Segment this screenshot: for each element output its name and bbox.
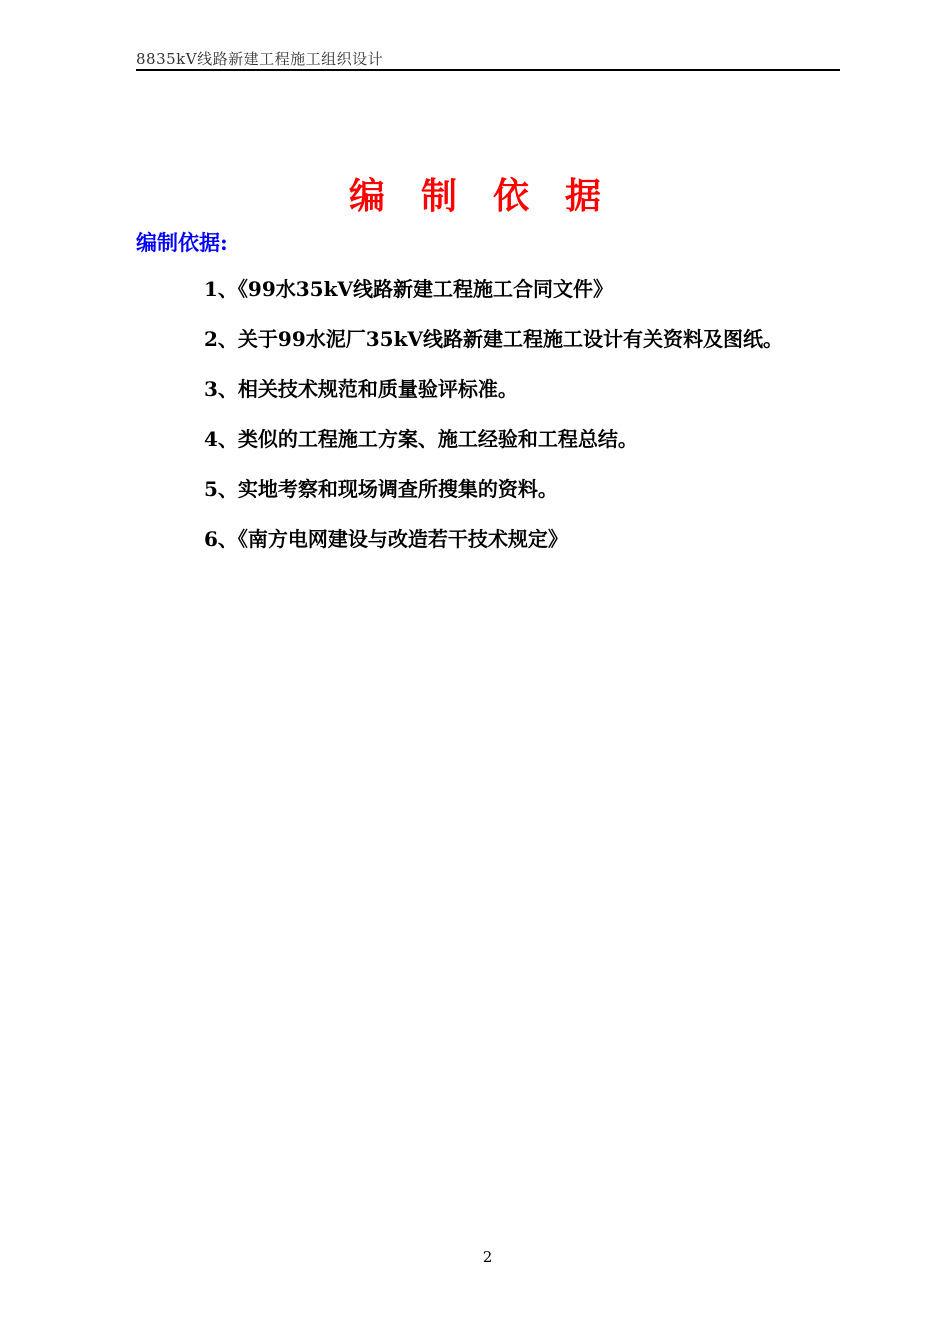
page-number: 2 — [482, 1248, 493, 1266]
running-header: 8835kV线路新建工程施工组织设计 — [136, 50, 384, 68]
section-label: 编制依据: — [136, 230, 228, 255]
header-rule — [136, 69, 840, 71]
basis-list — [204, 274, 783, 574]
basis-item-3: 3、相关技术规范和质量验评标准。 — [204, 377, 518, 401]
page-title: 编制依据 — [348, 175, 637, 217]
basis-item-4: 4、类似的工程施工方案、施工经验和工程总结。 — [204, 427, 638, 451]
basis-item-5: 5、实地考察和现场调查所搜集的资料。 — [204, 477, 558, 501]
basis-item-2: 2、关于99水泥厂35kV线路新建工程施工设计有关资料及图纸。 — [204, 327, 783, 351]
basis-item-1: 1、《99水35kV线路新建工程施工合同文件》 — [204, 277, 613, 301]
basis-item-6: 6、《南方电网建设与改造若干技术规定》 — [204, 527, 568, 551]
